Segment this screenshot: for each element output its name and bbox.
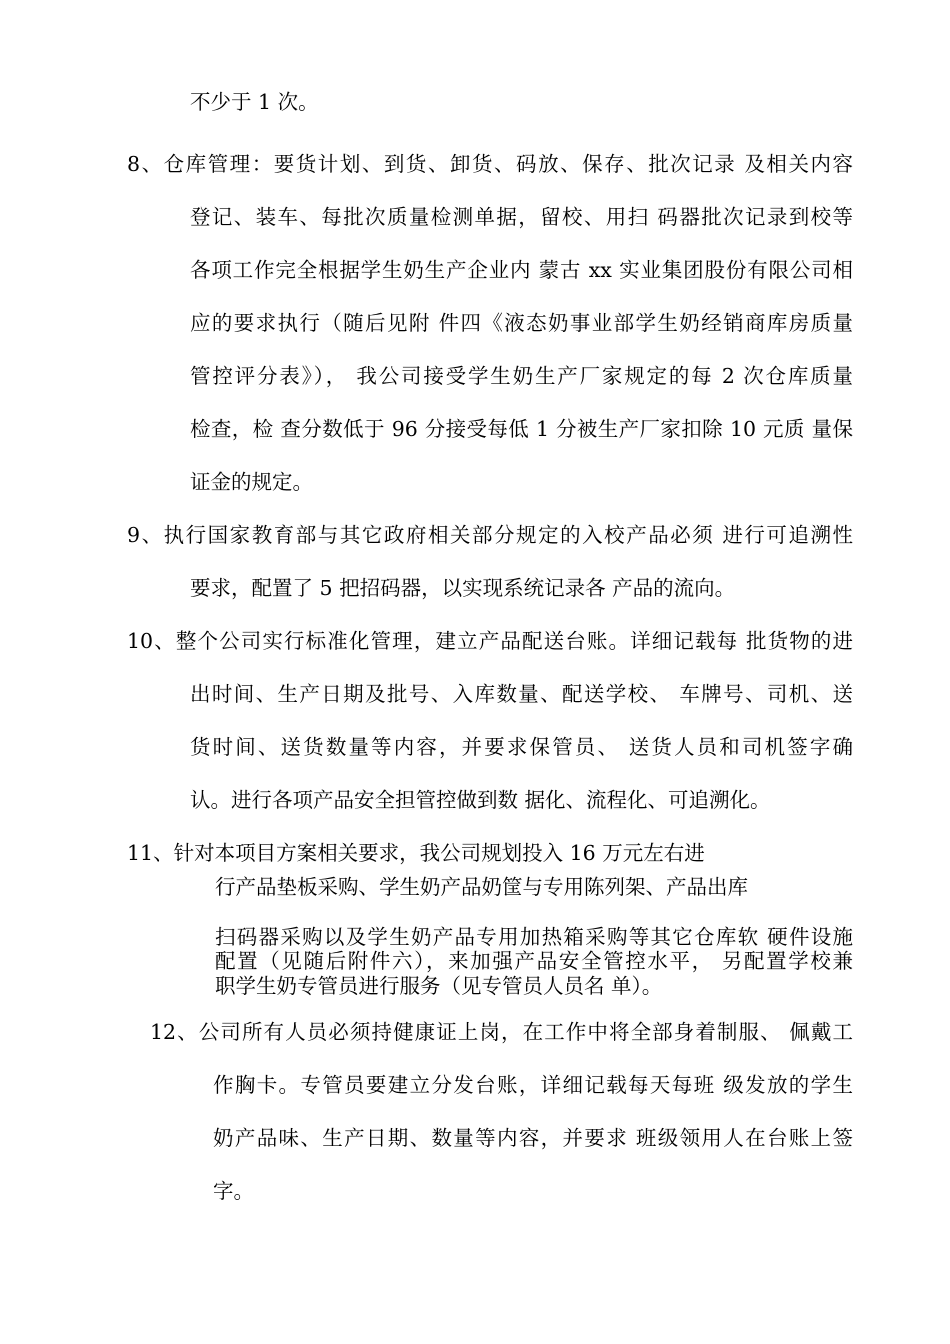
text-line: 管控评分表》）， 我公司接受学生奶生产厂家规定的每 2 次仓库质量: [190, 364, 853, 388]
text-line: 出时间、生产日期及批号、入库数量、配送学校、 车牌号、司机、送: [190, 682, 853, 706]
item-9-line: 9、执行国家教育部与其它政府相关部分规定的入校产品必须 进行可追溯性: [127, 523, 853, 547]
item-8-line: 8、仓库管理：要货计划、到货、卸货、码放、保存、批次记录 及相关内容: [127, 152, 853, 176]
text-line: 应的要求执行（随后见附 件四《液态奶事业部学生奶经销商库房质量: [190, 311, 853, 335]
text-line: 检查，检 查分数低于 96 分接受每低 1 分被生产厂家扣除 10 元质 量保: [190, 417, 853, 441]
text-line: 登记、装车、每批次质量检测单据，留校、用扫 码器批次记录到校等: [190, 205, 853, 229]
text-line: 职学生奶专管员进行服务（见专管员人员名 单）。: [215, 974, 663, 998]
text-line: 作胸卡。专管员要建立分发台账，详细记载每天每班 级发放的学生: [213, 1073, 853, 1097]
item-10-line: 10、整个公司实行标准化管理，建立产品配送台账。详细记载每 批货物的进: [127, 629, 853, 653]
text-line: 配置（见随后附件六），来加强产品安全管控水平， 另配置学校兼: [215, 949, 853, 973]
text-line: 各项工作完全根据学生奶生产企业内 蒙古 xx 实业集团股份有限公司相: [190, 258, 853, 282]
item-11-line: 11、针对本项目方案相关要求，我公司规划投入 16 万元左右进: [127, 841, 705, 865]
text-line: 奶产品味、生产日期、数量等内容，并要求 班级领用人在台账上签: [213, 1126, 853, 1150]
item-12-line: 12、公司所有人员必须持健康证上岗，在工作中将全部身着制服、 佩戴工: [150, 1020, 853, 1044]
text-line: 货时间、送货数量等内容，并要求保管员、 送货人员和司机签字确: [190, 735, 853, 759]
text-line: 字。: [213, 1179, 254, 1203]
text-line: 要求，配置了 5 把招码器，以实现系统记录各 产品的流向。: [190, 576, 736, 600]
text-line: 不少于 1 次。: [190, 90, 319, 114]
text-line: 认。进行各项产品安全担管控做到数 据化、流程化、可追溯化。: [190, 788, 771, 812]
text-line: 行产品垫板采购、学生奶产品奶筐与专用陈列架、产品出库: [215, 875, 748, 899]
text-line: 证金的规定。: [190, 470, 313, 494]
text-line: 扫码器采购以及学生奶产品专用加热箱采购等其它仓库软 硬件设施: [215, 925, 853, 949]
